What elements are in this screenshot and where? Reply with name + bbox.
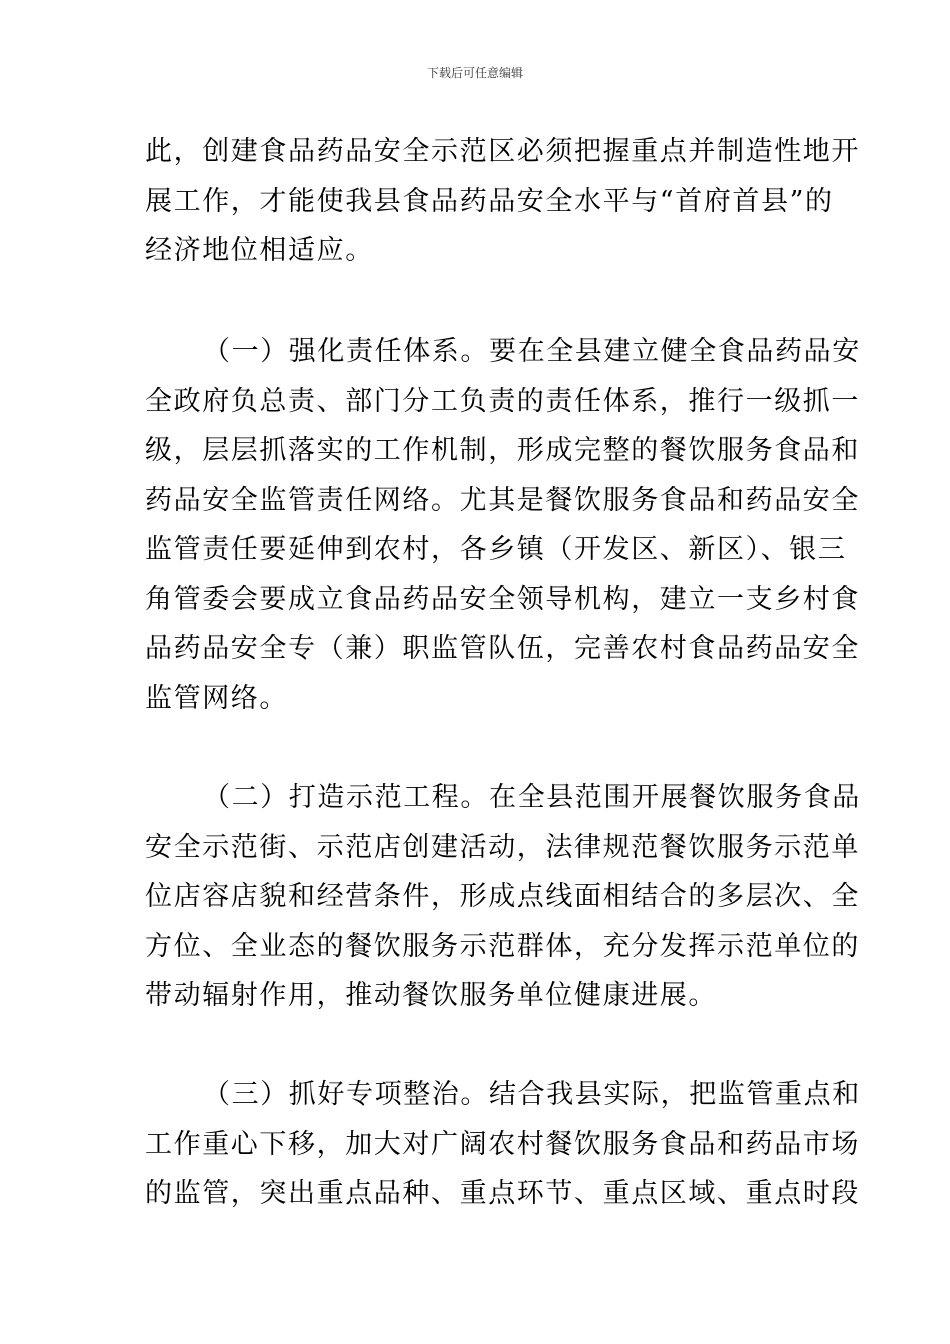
text-line: 展工作，才能使我县食品药品安全水平与“首府首县”的 [145,185,834,217]
text-line: 经济地位相适应。 [145,235,374,266]
text-line: （三）抓好专项整治。结合我县实际，把监管重点和 [203,1079,861,1110]
text-line: 监管责任要延伸到农村，各乡镇（开发区、新区）、银三 [145,534,847,565]
paragraph-responsibility-system [145,327,861,723]
text-line: 安全示范街、示范店创建活动，法律规范餐饮服务示范单 [145,831,860,863]
text-line: 品药品安全专（兼）职监管队伍，完善农村食品药品安全 [145,633,860,664]
paragraph-continuation [145,127,860,276]
text-line: （二）打造示范工程。在全县范围开展餐饮服务食品 [203,782,861,813]
text-line: 带动辐射作用，推动餐饮服务单位健康进展。 [145,980,717,1011]
text-line: 级，层层抓落实的工作机制，形成完整的餐饮服务食品和 [145,435,860,466]
text-line: 工作重心下移，加大对广阔农村餐饮服务食品和药品市场 [145,1128,860,1160]
text-line: 角管委会要成立食品药品安全领导机构，建立一支乡村食 [145,583,860,615]
text-line: 全政府负总责、部门分工负责的责任体系，推行一级抓一 [145,385,860,417]
paragraph-special-rectification [145,1070,861,1219]
text-line: （一）强化责任体系。要在全县建立健全食品药品安 [203,336,861,367]
text-line: 方位、全业态的餐饮服务示范群体，充分发挥示范单位的 [145,930,860,962]
text-line: 此，创建食品药品安全示范区必须把握重点并制造性地开 [145,136,860,167]
page-header-note: 下载后可任意编辑 [426,66,523,80]
paragraph-demonstration-project [145,773,861,1021]
text-line: 位店容店貌和经营条件，形成点线面相结合的多层次、全 [145,881,860,912]
text-line: 监管网络。 [145,682,288,714]
text-line: 药品安全监管责任网络。尤其是餐饮服务食品和药品安全 [145,484,860,516]
text-line: 的监管，突出重点品种、重点环节、重点区域、重点时段 [145,1178,860,1209]
